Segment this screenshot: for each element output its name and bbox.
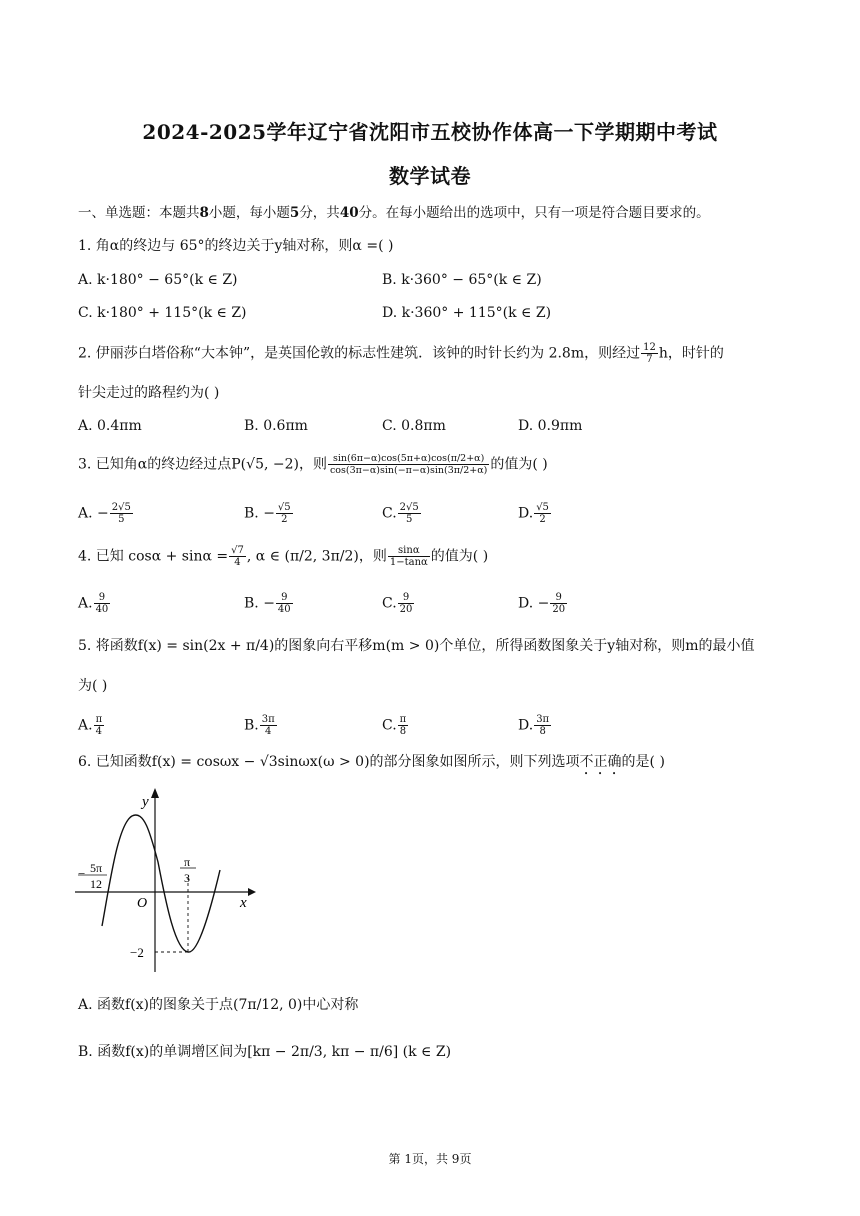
exam-subtitle: 数学试卷 bbox=[389, 164, 471, 188]
q6-option-a: A. 函数f(x)的图象关于点(7π/12, 0)中心对称 bbox=[78, 997, 359, 1013]
q1-option-b: B. k·360° − 65°(k ∈ Z) bbox=[382, 272, 542, 288]
q2-fraction bbox=[641, 342, 658, 365]
fraction-numerator: 9 bbox=[276, 592, 293, 604]
fraction-denominator: 2 bbox=[281, 514, 288, 525]
question-2-stem bbox=[78, 342, 724, 365]
option-fraction bbox=[398, 502, 421, 525]
option-fraction bbox=[534, 714, 551, 737]
q2-option-a: A. 0.4πm bbox=[78, 418, 142, 434]
fraction-denominator: cos(3π−α)sin(−π−α)sin(3π/2+α) bbox=[329, 465, 488, 476]
x-label: x bbox=[240, 895, 247, 911]
fraction-denominator: 8 bbox=[539, 726, 546, 737]
question-3-stem bbox=[78, 453, 548, 476]
q5-option-c bbox=[382, 714, 409, 737]
section-text: 分，共 bbox=[299, 205, 340, 221]
option-label: A. − bbox=[78, 505, 109, 522]
option-fraction bbox=[94, 714, 105, 737]
option-label: A. bbox=[78, 595, 93, 612]
q4-option-c bbox=[382, 592, 415, 615]
left-num: 5π bbox=[90, 861, 103, 875]
fraction-denominator: 1−tanα bbox=[389, 557, 428, 568]
fraction-denominator: 2 bbox=[539, 514, 546, 525]
exam-title: 2024-2025学年辽宁省沈阳市五校协作体高一下学期期中考试 bbox=[142, 120, 718, 144]
fraction-denominator: 5 bbox=[118, 514, 125, 525]
option-label: B. − bbox=[244, 505, 275, 522]
fraction-numerator: √5 bbox=[536, 502, 549, 513]
q3-text: 的值为( ) bbox=[490, 456, 548, 473]
option-label: D. − bbox=[518, 595, 550, 612]
fraction-numerator: 2√5 bbox=[111, 502, 131, 513]
q4-option-b bbox=[244, 592, 294, 615]
option-label: D. bbox=[518, 717, 534, 734]
sine-curve bbox=[102, 815, 220, 952]
origin-label: O bbox=[137, 896, 148, 911]
section-heading bbox=[78, 203, 710, 223]
option-fraction bbox=[260, 714, 277, 737]
question-4-stem bbox=[78, 545, 488, 568]
option-fraction bbox=[110, 502, 133, 525]
q6-option-b: B. 函数f(x)的单调增区间为[kπ − 2π/3, kπ − π/6] (k ∈ Z) bbox=[78, 1044, 452, 1060]
x-axis-arrow bbox=[248, 888, 256, 896]
option-label: C. bbox=[382, 717, 397, 734]
q2-text: 2. 伊丽莎白塔俗称“大本钟”，是英国伦敦的标志性建筑．该钟的时针长约为 2.8m，则经过 bbox=[78, 345, 641, 362]
q1-option-c: C. k·180° + 115°(k ∈ Z) bbox=[78, 305, 247, 321]
question-5-stem: 5. 将函数f(x) = sin(2x + π/4)的图象向右平移m(m > 0)个单位，所得函数图象关于y轴对称，则m的最小值 bbox=[78, 638, 755, 654]
fraction-numerator: 9 bbox=[94, 592, 111, 604]
fraction-numerator: π bbox=[399, 714, 407, 725]
option-label: B. − bbox=[244, 595, 275, 612]
q4-fraction bbox=[388, 545, 430, 568]
option-fraction bbox=[276, 592, 293, 615]
q1-option-a: A. k·180° − 65°(k ∈ Z) bbox=[78, 272, 238, 288]
fraction-denominator: 20 bbox=[552, 604, 566, 615]
q1-option-d: D. k·360° + 115°(k ∈ Z) bbox=[382, 305, 552, 321]
page-footer: 第 1页，共 9页 bbox=[388, 1152, 472, 1166]
question-2-stem-cont: 针尖走过的路程约为( ) bbox=[78, 385, 220, 401]
fraction-numerator: 9 bbox=[550, 592, 567, 604]
fraction-denominator: 4 bbox=[95, 726, 103, 737]
fraction-numerator: 12 bbox=[643, 342, 656, 353]
fraction-numerator: 3π bbox=[536, 714, 550, 725]
option-fraction bbox=[398, 714, 409, 737]
fraction-denominator: 4 bbox=[265, 726, 272, 737]
q5-option-a bbox=[78, 714, 105, 737]
fraction-denominator: 40 bbox=[95, 604, 109, 615]
fraction-numerator: √7 bbox=[231, 545, 244, 556]
q5-option-d bbox=[518, 714, 552, 737]
q3-text: 3. 已知角α的终边经过点P(√5, −2)，则 bbox=[78, 456, 327, 473]
q4-fraction bbox=[229, 545, 246, 568]
fraction-denominator: 4 bbox=[234, 557, 241, 568]
y-label: y bbox=[142, 794, 149, 810]
fraction-numerator: √5 bbox=[277, 502, 291, 513]
option-label: B. bbox=[244, 717, 259, 734]
fraction-numerator: 9 bbox=[398, 592, 415, 604]
q4-option-a bbox=[78, 592, 111, 615]
fraction-denominator: 5 bbox=[406, 514, 413, 525]
q2-option-b: B. 0.6πm bbox=[244, 418, 308, 434]
q4-text: 的值为( ) bbox=[430, 548, 489, 565]
q6-text: 6. 已知函数f(x) = cosωx − √3sinωx(ω > 0)的部分图象如图所示，则下列选项 bbox=[78, 754, 580, 770]
fraction-denominator: 20 bbox=[399, 604, 413, 615]
fraction-denominator: 7 bbox=[646, 354, 653, 365]
right-den: 3 bbox=[184, 871, 190, 885]
fraction-numerator: sin(6π−α)cos(5π+α)cos(π/2+α) bbox=[328, 453, 489, 465]
question-1-stem: 1. 角α的终边与 65°的终边关于y轴对称，则α =( ) bbox=[78, 238, 394, 254]
section-text: 分。在每小题给出的选项中，只有一项是符合题目要求的。 bbox=[358, 205, 710, 221]
fraction-numerator: π bbox=[95, 714, 103, 725]
section-text: 小题，每小题 bbox=[208, 205, 290, 221]
min-label: −2 bbox=[130, 945, 144, 960]
q4-option-d bbox=[518, 592, 568, 615]
option-fraction bbox=[398, 592, 415, 615]
q3-option-c bbox=[382, 502, 422, 525]
right-num: π bbox=[184, 855, 191, 869]
section-count: 8 bbox=[199, 205, 209, 221]
option-label: A. bbox=[78, 717, 93, 734]
q4-text: , α ∈ (π/2, 3π/2)，则 bbox=[246, 548, 387, 565]
fraction-numerator: sinα bbox=[388, 545, 430, 557]
q3-option-d bbox=[518, 502, 552, 525]
option-label: C. bbox=[382, 505, 397, 522]
left-sign: − bbox=[78, 866, 86, 881]
q2-option-c: C. 0.8πm bbox=[382, 418, 446, 434]
q5-option-b bbox=[244, 714, 278, 737]
section-points-total: 40 bbox=[339, 205, 359, 221]
q3-fraction bbox=[328, 453, 489, 476]
q6-function-graph bbox=[70, 782, 260, 977]
question-6-stem bbox=[78, 752, 665, 778]
fraction-denominator: 8 bbox=[399, 726, 407, 737]
q3-option-b bbox=[244, 502, 294, 525]
left-den: 12 bbox=[90, 877, 102, 891]
section-points-each: 5 bbox=[289, 205, 300, 221]
option-label: C. bbox=[382, 595, 397, 612]
q6-emphasis: 不正确 bbox=[579, 754, 622, 770]
question-5-stem-cont: 为( ) bbox=[78, 678, 108, 694]
fraction-denominator: 40 bbox=[277, 604, 291, 615]
option-fraction bbox=[550, 592, 567, 615]
q3-option-a bbox=[78, 502, 134, 525]
fraction-numerator: 2√5 bbox=[399, 502, 419, 513]
option-fraction bbox=[94, 592, 111, 615]
option-fraction bbox=[534, 502, 551, 525]
option-fraction bbox=[276, 502, 293, 525]
option-label: D. bbox=[518, 505, 534, 522]
section-text: 一、单选题：本题共 bbox=[78, 205, 200, 221]
q6-text: 的是( ) bbox=[621, 754, 665, 770]
y-axis-arrow bbox=[151, 788, 159, 798]
q2-text: h，时针的 bbox=[658, 345, 724, 362]
fraction-numerator: 3π bbox=[261, 714, 275, 725]
q2-option-d: D. 0.9πm bbox=[518, 418, 583, 434]
q4-text: 4. 已知 cosα + sinα = bbox=[78, 548, 229, 565]
